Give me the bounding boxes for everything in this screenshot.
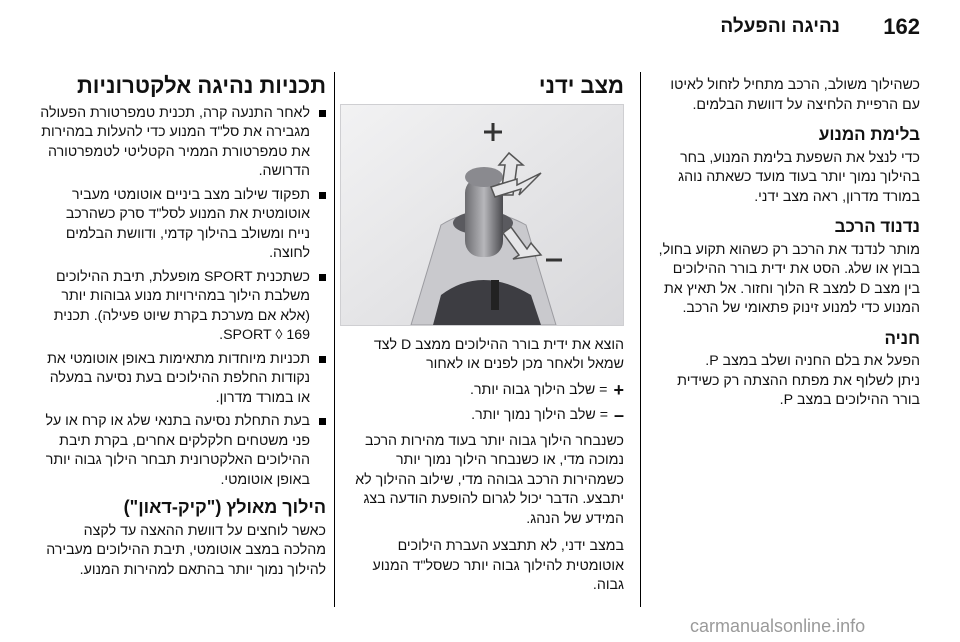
kickdown-title: הילוך מאולץ ("קיק-דאון")	[123, 497, 326, 517]
parking-text-2: ניתן לשלוף את מפתח ההצתה רק כשידית בורר ההילוכים במצב P.	[677, 372, 920, 408]
page-number: 162	[883, 14, 920, 39]
manual-mode-paragraph-1: כשנבחר הילוך גבוה יותר בעוד מהירות הרכב נמוכה מדי, או כשנבחר הילוך נמוך יותר כשמהירות הרכב גבוהה מדי, שילוב ההילוך לא יתבצע. הדבר יכול לגרום להופעת הודעה בצג המידע של הנהג.	[355, 432, 624, 527]
plus-legend-text: = שלב הילוך גבוה יותר.	[470, 381, 608, 398]
bullet-item	[40, 412, 326, 490]
minus-legend	[342, 406, 624, 426]
page-header	[0, 0, 960, 56]
gear-selector-illustration	[340, 104, 624, 326]
section-title-parking: חניה	[884, 328, 920, 348]
section-title-rocking: נדנוד הרכב	[834, 217, 920, 236]
bullet-item	[40, 350, 326, 409]
rocking-text: מותר לנדנד את הרכב רק כשהוא תקוע בחול, בבוץ או שלג. הסט את ידית בורר ההילוכים בין מצב D למצב R הלוך וחזור. אל תאיץ את המנוע כדי למנוע זינוק פתאומי של הרכב.	[658, 241, 920, 316]
manual-mode-title: מצב ידני	[538, 73, 624, 98]
section-title-engine-braking: בלימת המנוע	[818, 125, 920, 144]
column-right	[655, 76, 920, 411]
engine-braking-text: כדי לנצל את השפעת בלימת המנוע, בחר בהילוך נמוך יותר בעוד מועד כשאתה נוהג במורד מדרון, ראה מצב ידני.	[678, 149, 920, 205]
parking-text-1: הפעל את בלם החניה ושלב במצב P.	[705, 353, 920, 369]
manual-mode-paragraph-2: במצב ידני, לא תתבצע העברת הילוכים אוטומטית להילוך גבוה יותר כשסל"ד המנוע גבוה.	[372, 538, 624, 593]
minus-legend-text: = שלב הילוך נמוך יותר.	[471, 407, 608, 423]
bullet-item	[40, 186, 326, 264]
plus-legend	[342, 381, 624, 401]
kickdown-text: כאשר לוחצים על דוושת ההאצה עד לקצה מהלכה במצב אוטומטי, תיבת ההילוכים מעבירה להילוך נמוך יותר בהתאם למהירות המנוע.	[46, 522, 326, 578]
watermark: carmanualsonline.info	[690, 616, 866, 636]
bullet-square-icon	[319, 110, 326, 117]
bullet-square-icon	[319, 356, 326, 363]
bullet-square-icon	[319, 274, 326, 281]
bullet-text: לאחר התנעה קרה, תכנית טמפרטורת הפעולה מגבירה את סל"ד המנוע כדי להעלות במהירות את טמפרטורת הממיר הקטליטי לטמפרטורה הדרושה.	[40, 104, 310, 179]
bullet-text: כשתכנית SPORT מופעלת, תיבת ההילוכים משלבת הילוך במהירויות מנוע גבוהות יותר (אלא אם מערכת בקרת שיוט פעילה). תכנית SPORT ◊ 169.	[53, 268, 310, 343]
bullet-item	[40, 268, 326, 346]
column-divider	[334, 72, 335, 607]
bullet-text: תכניות מיוחדות מתאימות באופן אוטומטי את נקודות החלפת ההילוכים בעת נסיעה במעלה או במורד מדרון.	[47, 350, 310, 406]
column-middle	[342, 73, 624, 596]
page-title: נהיגה והפעלה	[720, 16, 840, 37]
bullet-item	[40, 104, 326, 182]
minus-symbol: –	[613, 405, 624, 425]
bullet-square-icon	[319, 192, 326, 199]
column-divider	[640, 72, 641, 607]
plus-symbol: +	[613, 379, 624, 400]
bullet-text: בעת התחלת נסיעה בתנאי שלג או קרח או על פני משטחים חלקלקים אחרים, בקרת תיבת ההילוכים האלקטרונית תבחר הילוך גבוה יותר באופן אוטומטי.	[45, 413, 310, 488]
bullet-text: תפקוד שילוב מצב ביניים אוטומטי מעביר אוטומטית את המנוע לסל"ד סרק כשהרכב נייח ומשולב בהילוך קדמי, ודוושת הבלמים לחוצה.	[65, 186, 310, 261]
gear-selector-svg	[341, 105, 623, 325]
intro-paragraph: כשהילוך משולב, הרכב מתחיל לזחול לאיטו עם הרפיית הלחיצה על דוושת הבלמים.	[670, 77, 920, 113]
electronic-programs-title: תכניות נהיגה אלקטרוניות	[76, 73, 326, 98]
manual-mode-caption: הוצא את ידית בורר ההילוכים ממצב D לצד שמאל ולאחר מכן לפנים או לאחור	[373, 336, 624, 372]
bullet-square-icon	[319, 418, 326, 425]
column-left	[40, 73, 326, 580]
